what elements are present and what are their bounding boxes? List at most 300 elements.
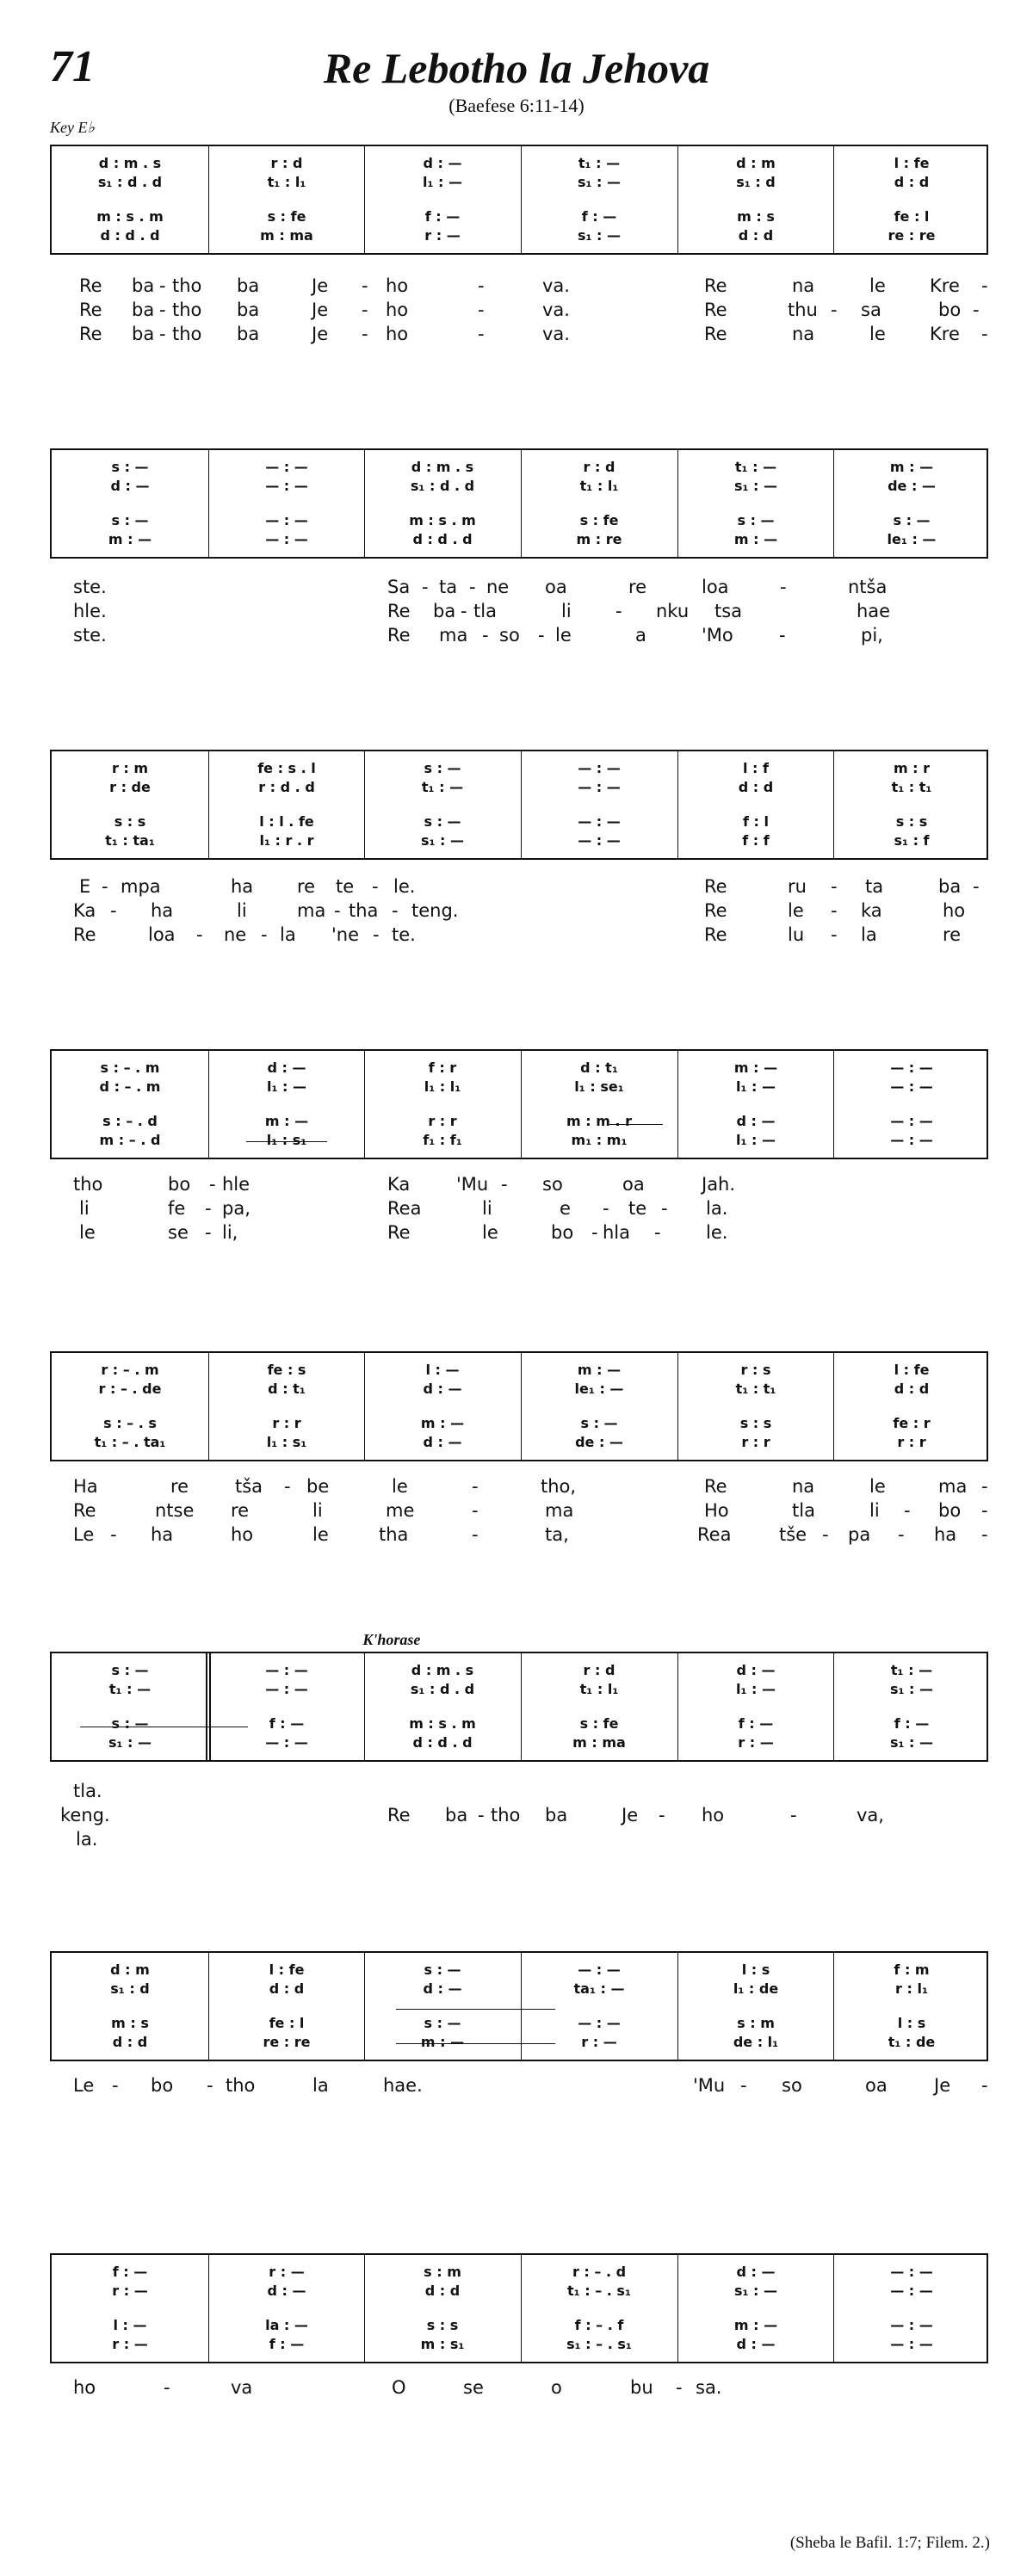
music-system — [50, 1951, 988, 2061]
lyric-syllable: keng. — [60, 1805, 110, 1825]
lyric-syllable: na — [792, 324, 815, 344]
measure-notes: d : — — [736, 1662, 776, 1678]
lyric-syllable: Je — [934, 2075, 951, 2096]
lyric-syllable: 'Mu — [456, 1174, 489, 1195]
lyric-line — [0, 1220, 1033, 1245]
lyric-syllable: bo — [168, 1174, 191, 1195]
measure-notes: t₁ : ta₁ — [105, 832, 155, 849]
lyric-syllable: ru — [788, 876, 807, 897]
measure-notes: d : d . d — [412, 1734, 473, 1751]
voice-part-row — [52, 1415, 987, 1432]
measure-notes: f : — — [112, 2264, 148, 2280]
lyric-syllable: ho — [386, 275, 409, 296]
lyric-syllable: Rea — [697, 1524, 732, 1545]
syllable-hyphen: - — [478, 300, 485, 320]
syllable-hyphen: - — [461, 601, 467, 621]
syllable-hyphen: - — [372, 876, 379, 897]
lyric-syllable: ta — [865, 876, 884, 897]
measure-notes: f : — — [269, 1715, 305, 1732]
measure-notes: d : d — [738, 779, 774, 795]
lyric-syllable: tho — [226, 2075, 256, 2096]
lyric-syllable: na — [792, 275, 815, 296]
lyric-syllable: sa. — [696, 2377, 722, 2398]
measure-notes: m : ma — [572, 1734, 626, 1751]
lyric-syllable: Le — [73, 1524, 95, 1545]
measure-notes: t₁ : de — [888, 2034, 936, 2050]
lyric-syllable: le — [869, 324, 886, 344]
syllable-hyphen: - — [205, 1222, 212, 1243]
voice-part-row — [52, 1734, 987, 1751]
measure-notes: s : — — [424, 760, 461, 776]
lyric-syllable: le — [312, 1524, 329, 1545]
measure-notes: — : — — [265, 478, 308, 494]
measure-notes: — : — — [578, 832, 621, 849]
syllable-hyphen: - — [159, 324, 166, 344]
voice-part-row — [52, 1961, 987, 1979]
lyric-syllable: tho, — [541, 1476, 577, 1497]
measure-notes: r : — — [581, 2034, 617, 2050]
lyric-syllable: so — [542, 1174, 563, 1195]
measure-notes: s₁ : f — [894, 832, 930, 849]
measure-notes: m : — — [420, 2034, 465, 2050]
voice-part-row — [52, 2264, 987, 2281]
lyric-syllable: ha — [231, 876, 254, 897]
measure-notes: d : d . d — [100, 227, 160, 244]
measure-notes: de : l₁ — [733, 2034, 779, 2050]
hymn-number: 71 — [50, 42, 95, 91]
lyric-syllable: tla — [792, 1500, 815, 1521]
lyric-syllable: tla. — [73, 1781, 102, 1801]
measure-notes: d : d — [269, 1980, 305, 1997]
syllable-hyphen: - — [780, 577, 787, 597]
syllable-hyphen: - — [981, 1500, 988, 1521]
lyric-syllable: ba — [237, 275, 260, 296]
measure-notes: — : — — [578, 760, 621, 776]
measure-notes: t₁ : t₁ — [891, 779, 932, 795]
lyric-syllable: Re — [387, 601, 411, 621]
lyric-syllable: tho — [172, 324, 202, 344]
measure-notes: fe : l — [269, 2015, 305, 2031]
lyric-syllable: va — [231, 2377, 253, 2398]
lyric-line — [0, 1172, 1033, 1196]
lyric-syllable: re — [628, 577, 647, 597]
lyric-syllable: va. — [542, 300, 570, 320]
lyric-syllable: mpa — [121, 876, 161, 897]
measure-notes: s : m — [737, 2015, 775, 2031]
lyric-line — [0, 1779, 1033, 1803]
lyric-syllable: ba — [445, 1805, 468, 1825]
lyric-line — [0, 1474, 1033, 1498]
lyric-syllable: le — [392, 1476, 408, 1497]
lyric-syllable: ste. — [73, 625, 107, 646]
voice-part-row — [52, 478, 987, 495]
hymn-title: Re Lebotho la Jehova — [323, 44, 710, 92]
voice-part-row — [52, 813, 987, 831]
lyric-syllable: se — [168, 1222, 189, 1243]
measure-notes: — : — — [265, 512, 308, 528]
syllable-hyphen: - — [981, 1476, 988, 1497]
measure-notes: m₁ : m₁ — [571, 1132, 628, 1148]
measure-notes: t₁ : — — [734, 459, 777, 475]
lyric-syllable: o — [551, 2377, 562, 2398]
lyric-syllable: ba — [237, 300, 260, 320]
syllable-hyphen: - — [284, 1476, 291, 1497]
measure-notes: — : — — [265, 1734, 308, 1751]
syllable-hyphen: - — [362, 324, 368, 344]
lyric-syllable: re — [943, 924, 962, 945]
measure-notes: m : – . d — [99, 1132, 161, 1148]
measure-notes: r : – . d — [572, 2264, 627, 2280]
measure-notes: s₁ : — — [889, 1734, 934, 1751]
voice-part-row — [52, 512, 987, 529]
measure-notes: — : — — [578, 1961, 621, 1978]
lyric-syllable: hle. — [73, 601, 107, 621]
syllable-hyphen: - — [591, 1222, 598, 1243]
measure-notes: d : — — [423, 155, 462, 171]
measure-notes: r : r — [897, 1434, 926, 1450]
lyric-syllable: ba — [433, 601, 456, 621]
measure-notes: s : — — [424, 2015, 461, 2031]
lyric-syllable: tho — [491, 1805, 521, 1825]
lyric-syllable: Kre — [930, 275, 960, 296]
lyric-syllable: 'Mo — [702, 625, 733, 646]
measure-notes: s : – . s — [103, 1415, 157, 1431]
voice-part-row — [52, 1059, 987, 1077]
lyric-line — [0, 599, 1033, 623]
measure-notes: l₁ : — — [735, 1681, 776, 1697]
lyric-syllable: Le — [73, 2075, 95, 2096]
voice-part-row — [52, 1662, 987, 1679]
voice-part-row — [52, 208, 987, 225]
measure-notes: t₁ : t₁ — [735, 1381, 776, 1397]
lyric-syllable: Je — [312, 275, 329, 296]
measure-notes: s₁ : d . d — [97, 174, 163, 190]
measure-notes: m : — — [733, 1059, 778, 1076]
lyric-syllable: Ho — [704, 1500, 729, 1521]
measure-notes: — : — — [578, 813, 621, 830]
lyric-syllable: Jah. — [702, 1174, 736, 1195]
syllable-hyphen: - — [981, 2075, 988, 2096]
measure-notes: s : m — [424, 2264, 461, 2280]
lyric-syllable: ha — [151, 900, 174, 921]
syllable-hyphen: - — [831, 924, 838, 945]
measure-notes: m : s . m — [96, 208, 164, 225]
lyric-syllable: ba — [237, 324, 260, 344]
measure-notes: s : – . d — [102, 1113, 158, 1129]
lyric-line — [0, 1196, 1033, 1220]
lyric-syllable: tho — [172, 300, 202, 320]
measure-notes: l : — — [113, 2317, 147, 2333]
measure-notes: t₁ : l₁ — [267, 174, 306, 190]
syllable-hyphen: - — [973, 300, 980, 320]
measure-notes: de : — — [575, 1434, 623, 1450]
measure-notes: — : — — [578, 779, 621, 795]
measure-notes: d : m . s — [411, 1662, 474, 1678]
lyric-syllable: a — [635, 625, 646, 646]
measure-notes: — : — — [265, 1662, 308, 1678]
lyric-syllable: ho — [73, 2377, 96, 2398]
lyric-syllable: re — [170, 1476, 189, 1497]
measure-notes: d : d — [112, 2034, 148, 2050]
measure-notes: r : d — [583, 459, 615, 475]
lyric-syllable: Je — [312, 324, 329, 344]
measure-notes: l : s — [741, 1961, 770, 1978]
measure-notes: fe : s . l — [257, 760, 316, 776]
measure-notes: m : — — [733, 531, 778, 547]
syllable-hyphen: - — [904, 1500, 911, 1521]
lyric-syllable: so — [499, 625, 520, 646]
measure-notes: s₁ : — — [733, 478, 778, 494]
lyric-syllable: va. — [542, 275, 570, 296]
music-system — [50, 145, 988, 255]
measure-notes: f : m — [894, 1961, 930, 1978]
lyric-syllable: tha — [379, 1524, 409, 1545]
measure-notes: f : — — [581, 208, 617, 225]
lyric-syllable: Re — [704, 1476, 727, 1497]
measure-notes: f : — — [269, 2336, 305, 2352]
measure-notes: r : d — [270, 155, 303, 171]
measure-notes: — : — — [890, 2317, 933, 2333]
measure-notes: d : d — [424, 2283, 461, 2299]
syllable-hyphen: - — [478, 1805, 485, 1825]
lyric-syllable: Ha — [73, 1476, 98, 1497]
measure-notes: f : r — [428, 1059, 457, 1076]
lyric-syllable: te — [336, 876, 355, 897]
measure-notes: l : l . fe — [259, 813, 314, 830]
measure-notes: t₁ : l₁ — [579, 478, 619, 494]
syllable-hyphen: - — [392, 900, 399, 921]
syllable-hyphen: - — [110, 1524, 117, 1545]
lyric-syllable: fe — [168, 1198, 186, 1219]
lyric-syllable: ho — [231, 1524, 254, 1545]
lyric-syllable: Re — [79, 275, 102, 296]
measure-notes: d : — — [423, 1381, 462, 1397]
lyric-syllable: bo — [938, 1500, 962, 1521]
lyric-syllable: pa — [848, 1524, 871, 1545]
syllable-hyphen: - — [110, 900, 117, 921]
voice-part-row — [52, 2336, 987, 2353]
syllable-hyphen: - — [676, 2377, 683, 2398]
lyric-syllable: Ka — [73, 900, 96, 921]
measure-notes: s : — — [424, 1961, 461, 1978]
syllable-hyphen: - — [164, 2377, 170, 2398]
measure-notes: s₁ : — — [733, 2283, 778, 2299]
measure-notes: d : m — [736, 155, 776, 171]
measure-notes: s : — — [111, 459, 149, 475]
voice-part-row — [52, 1113, 987, 1130]
music-system — [50, 448, 988, 559]
lyric-syllable: pa, — [222, 1198, 251, 1219]
measure-notes: — : — — [578, 2015, 621, 2031]
lyric-syllable: Ka — [387, 1174, 411, 1195]
measure-notes: r : l₁ — [895, 1980, 928, 1997]
lyric-syllable: ne — [486, 577, 510, 597]
lyric-syllable: oa — [622, 1174, 645, 1195]
lyric-syllable: ma — [439, 625, 468, 646]
measure-notes: la : — — [265, 2317, 308, 2333]
measure-notes: m : — — [264, 1113, 309, 1129]
voice-part-row — [52, 174, 987, 191]
lyric-line — [0, 923, 1033, 947]
syllable-hyphen: - — [472, 1500, 479, 1521]
syllable-hyphen: - — [659, 1805, 665, 1825]
measure-notes: l₁ : — — [266, 1078, 307, 1095]
measure-notes: m : ma — [260, 227, 313, 244]
syllable-hyphen: - — [790, 1805, 797, 1825]
lyric-syllable: ba — [132, 324, 155, 344]
voice-part-row — [52, 155, 987, 172]
voice-part-row — [52, 2317, 987, 2334]
lyric-line — [0, 1523, 1033, 1547]
measure-notes: d : t₁ — [580, 1059, 618, 1076]
measure-notes: d : — — [110, 478, 150, 494]
measure-notes: — : — — [890, 1132, 933, 1148]
lyric-syllable: ntša — [848, 577, 888, 597]
measure-notes: s₁ : d — [736, 174, 776, 190]
lyric-syllable: hla — [603, 1222, 631, 1243]
lyric-syllable: ntse — [155, 1500, 195, 1521]
syllable-hyphen: - — [501, 1174, 508, 1195]
lyric-syllable: tša — [235, 1476, 263, 1497]
voice-part-row — [52, 1362, 987, 1379]
measure-notes: m : — — [889, 459, 934, 475]
lyric-syllable: hle — [222, 1174, 251, 1195]
music-system — [50, 1049, 988, 1159]
syllable-hyphen: - — [469, 577, 476, 597]
measure-notes: s : s — [739, 1415, 772, 1431]
lyric-syllable: li — [482, 1198, 492, 1219]
voice-part-row — [52, 1078, 987, 1096]
measure-notes: d : — — [736, 2264, 776, 2280]
tie-line — [396, 2043, 555, 2044]
lyric-syllable: sa — [861, 300, 881, 320]
lyric-line — [0, 1803, 1033, 1827]
lyric-syllable: le — [79, 1222, 96, 1243]
tie-line — [246, 1141, 327, 1142]
measure-notes: d : — — [423, 1980, 462, 1997]
syllable-hyphen: - — [478, 324, 485, 344]
lyric-syllable: Re — [704, 324, 727, 344]
measure-notes: — : — — [265, 531, 308, 547]
measure-notes: r : — — [424, 227, 461, 244]
measure-notes: l₁ : l₁ — [424, 1078, 461, 1095]
lyric-syllable: bu — [630, 2377, 653, 2398]
measure-notes: — : — — [890, 2336, 933, 2352]
lyric-syllable: Re — [73, 1500, 96, 1521]
lyric-syllable: tha — [349, 900, 379, 921]
lyric-syllable: ho — [943, 900, 966, 921]
measure-notes: s : — — [737, 512, 775, 528]
syllable-hyphen: - — [822, 1524, 829, 1545]
lyric-syllable: tsa — [714, 601, 743, 621]
lyric-syllable: ta — [439, 577, 458, 597]
measure-notes: r : de — [109, 779, 151, 795]
lyric-syllable: ma — [297, 900, 326, 921]
lyric-syllable: ha — [934, 1524, 957, 1545]
measure-notes: m : m . r — [566, 1113, 632, 1129]
music-system — [50, 750, 988, 860]
lyric-syllable: Re — [387, 1222, 411, 1243]
lyric-syllable: Re — [79, 300, 102, 320]
voice-part-row — [52, 1132, 987, 1149]
lyric-syllable: se — [463, 2377, 484, 2398]
measure-notes: l : s — [897, 2015, 926, 2031]
tie-line — [609, 1124, 663, 1125]
measure-notes: re : re — [263, 2034, 311, 2050]
lyric-line — [0, 1498, 1033, 1523]
lyric-syllable: E — [79, 876, 91, 897]
syllable-hyphen: - — [196, 924, 203, 945]
measure-notes: re : re — [888, 227, 936, 244]
music-system — [50, 2253, 988, 2363]
lyric-syllable: ba — [545, 1805, 568, 1825]
lyric-syllable: 'ne — [331, 924, 360, 945]
measure-notes: l₁ : — — [735, 1078, 776, 1095]
lyric-syllable: te — [628, 1198, 647, 1219]
lyric-syllable: ma — [938, 1476, 968, 1497]
lyric-syllable: la. — [706, 1198, 728, 1219]
measure-notes: le₁ : — — [574, 1381, 624, 1397]
syllable-hyphen: - — [112, 2075, 119, 2096]
lyric-syllable: li — [869, 1500, 880, 1521]
lyric-syllable: ha — [151, 1524, 174, 1545]
measure-notes: s₁ : – . s₁ — [566, 2336, 632, 2352]
measure-notes: l : f — [743, 760, 769, 776]
measure-notes: r : r — [272, 1415, 301, 1431]
lyric-syllable: ma — [545, 1500, 574, 1521]
lyric-syllable: le — [482, 1222, 498, 1243]
measure-notes: t₁ : — — [890, 1662, 933, 1678]
voice-part-row — [52, 1681, 987, 1698]
measure-notes: f : f — [742, 832, 770, 849]
measure-notes: r : r — [428, 1113, 457, 1129]
measure-notes: m : re — [576, 531, 622, 547]
lyric-syllable: thu — [788, 300, 818, 320]
syllable-hyphen: - — [538, 625, 545, 646]
measure-notes: s : s — [114, 813, 146, 830]
measure-notes: d : — — [736, 2336, 776, 2352]
lyric-syllable: Re — [73, 924, 96, 945]
measure-notes: le₁ : — — [887, 531, 937, 547]
lyric-syllable: li — [237, 900, 247, 921]
measure-notes: s : fe — [267, 208, 306, 225]
measure-notes: s₁ : — — [577, 174, 622, 190]
voice-part-row — [52, 1715, 987, 1733]
measure-notes: — : — — [265, 459, 308, 475]
syllable-hyphen: - — [661, 1198, 668, 1219]
lyric-syllable: ho — [386, 300, 409, 320]
lyric-syllable: le — [555, 625, 572, 646]
measure-notes: s : — — [424, 813, 461, 830]
lyric-syllable: bo — [151, 2075, 174, 2096]
tie-line — [396, 2009, 555, 2010]
lyric-syllable: li, — [222, 1222, 238, 1243]
lyric-syllable: Re — [387, 625, 411, 646]
lyric-syllable: li — [79, 1198, 90, 1219]
lyric-syllable: hae. — [383, 2075, 423, 2096]
measure-notes: s₁ : — — [420, 832, 465, 849]
syllable-hyphen: - — [373, 924, 380, 945]
syllable-hyphen: - — [102, 876, 108, 897]
syllable-hyphen: - — [831, 876, 838, 897]
measure-notes: l₁ : — — [735, 1132, 776, 1148]
lyric-syllable: Kre — [930, 324, 960, 344]
measure-notes: s : fe — [579, 512, 619, 528]
footer-reference: (Sheba le Bafil. 1:7; Filem. 2.) — [789, 2534, 990, 2552]
lyric-syllable: lu — [788, 924, 805, 945]
lyric-syllable: tho — [172, 275, 202, 296]
measure-notes: l₁ : de — [733, 1980, 779, 1997]
